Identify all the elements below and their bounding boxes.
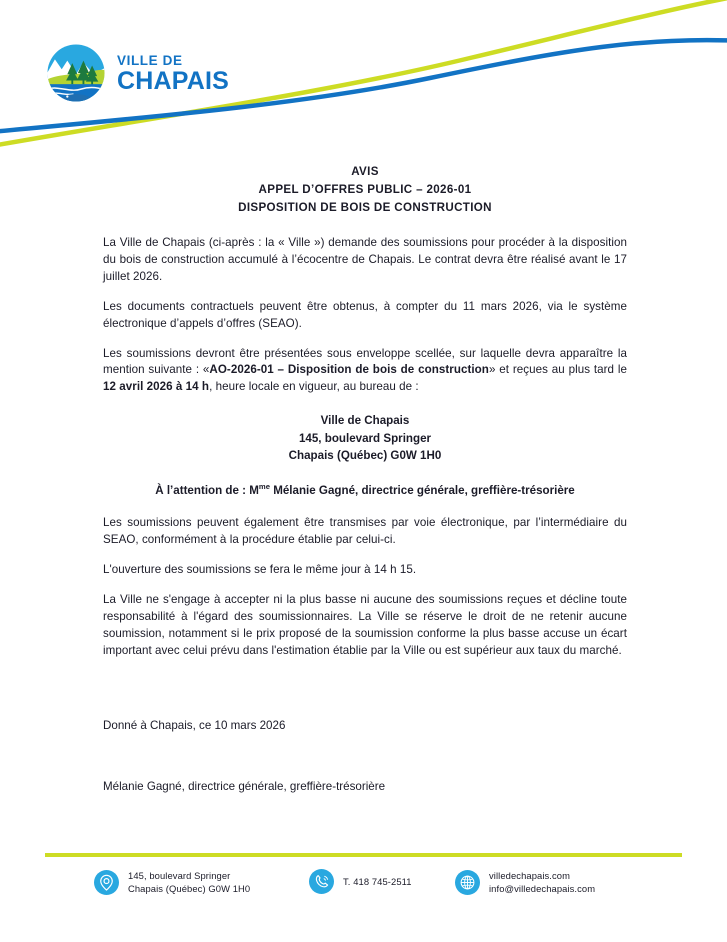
signature-date: Donné à Chapais, ce 10 mars 2026 xyxy=(103,718,286,732)
footer-address-line1: 145, boulevard Springer xyxy=(128,870,231,881)
paragraph-disclaimer: La Ville ne s'engage à accepter ni la plus basse ni aucune des soumissions reçues et décline toute responsabilité à l'égard des soumissionnaires. La Ville se réserve le droit de ne retenir aucune soumission, notamment si le prix proposé de la soumission conforme la plus basse accuse un écart important avec celui prévu dans l'estimation établie par la Ville ou est supérieur aux taux du marché. xyxy=(103,593,627,657)
footer-phone-number: T. 418 745-2511 xyxy=(343,875,412,887)
footer-phone-text xyxy=(343,875,412,888)
title-line-avis: AVIS xyxy=(351,165,379,178)
page-footer xyxy=(0,849,727,942)
footer-web-block[interactable] xyxy=(455,869,685,896)
logo-wordmark xyxy=(117,52,229,94)
address-line-street: 145, boulevard Springer xyxy=(298,431,432,445)
submission-mention-bold: AO-2026-01 – Disposition de bois de construction xyxy=(209,363,489,377)
footer-divider xyxy=(45,853,682,857)
globe-icon xyxy=(455,870,480,895)
title-line-subject: DISPOSITION DE BOIS DE CONSTRUCTION xyxy=(238,200,492,214)
recipient-address-block xyxy=(103,412,627,464)
paragraph-opening-time: L'ouverture des soumissions se fera le même jour à 14 h 15. xyxy=(103,563,417,577)
page-header xyxy=(0,0,727,150)
paragraph-intro: La Ville de Chapais (ci-après : la « Ville ») demande des soumissions pour procéder à la disposition du bois de construction accumulé à l’écocentre de Chapais. Le contrat devra être réalisé avant le 17 juillet 2026. xyxy=(103,235,627,283)
paragraph-electronic-submission: Les soumissions peuvent également être transmises par voie électronique, par l’intermédiaire du SEAO, conformément à la procédure établie par celui-ci. xyxy=(103,516,627,547)
attention-line xyxy=(103,484,627,497)
footer-contact-row xyxy=(94,869,685,896)
attention-prefix: À l’attention de : M xyxy=(155,484,259,498)
address-line-organization: Ville de Chapais xyxy=(320,414,410,428)
address-line-city: Chapais (Québec) G0W 1H0 xyxy=(288,449,442,463)
site-logo[interactable] xyxy=(45,42,229,104)
submission-rules-part-3: , heure locale en vigueur, au bureau de : xyxy=(209,380,419,394)
document-body xyxy=(103,163,627,796)
phone-icon xyxy=(309,869,334,894)
logo-line-chapais: CHAPAIS xyxy=(117,66,230,95)
attention-suffix: Mélanie Gagné, directrice générale, greffière-trésorière xyxy=(269,484,575,498)
footer-address-line2: Chapais (Québec) G0W 1H0 xyxy=(128,883,251,895)
footer-address-text xyxy=(128,869,250,896)
paragraph-submission-rules xyxy=(103,346,627,397)
footer-phone-block[interactable] xyxy=(309,869,455,894)
submission-deadline-bold: 12 avril 2026 à 14 h xyxy=(103,380,210,394)
attention-superscript: me xyxy=(258,482,270,492)
footer-website: villedechapais.com xyxy=(489,870,571,881)
paragraph-documents: Les documents contractuels peuvent être obtenus, à compter du 11 mars 2026, via le système électronique d’appels d’offres (SEAO). xyxy=(103,299,627,330)
submission-rules-part-2: » et reçues au plus tard le xyxy=(488,363,628,377)
footer-address-block xyxy=(94,869,309,896)
notice-title-block xyxy=(103,163,627,217)
footer-web-text xyxy=(489,869,595,896)
footer-email: info@villedechapais.com xyxy=(489,883,596,895)
location-pin-icon xyxy=(94,870,119,895)
logo-line-ville-de: VILLE DE xyxy=(117,53,183,69)
chapais-crest-icon xyxy=(45,42,107,104)
title-line-tender-number: APPEL D’OFFRES PUBLIC – 2026-01 xyxy=(258,182,472,196)
submission-rules-part-1: Les soumissions devront être présentées sous enveloppe scellée, sur laquelle devra apparaître la mention suivante : « xyxy=(103,346,627,377)
signature-name: Mélanie Gagné, directrice générale, greffière-trésorière xyxy=(103,779,386,793)
